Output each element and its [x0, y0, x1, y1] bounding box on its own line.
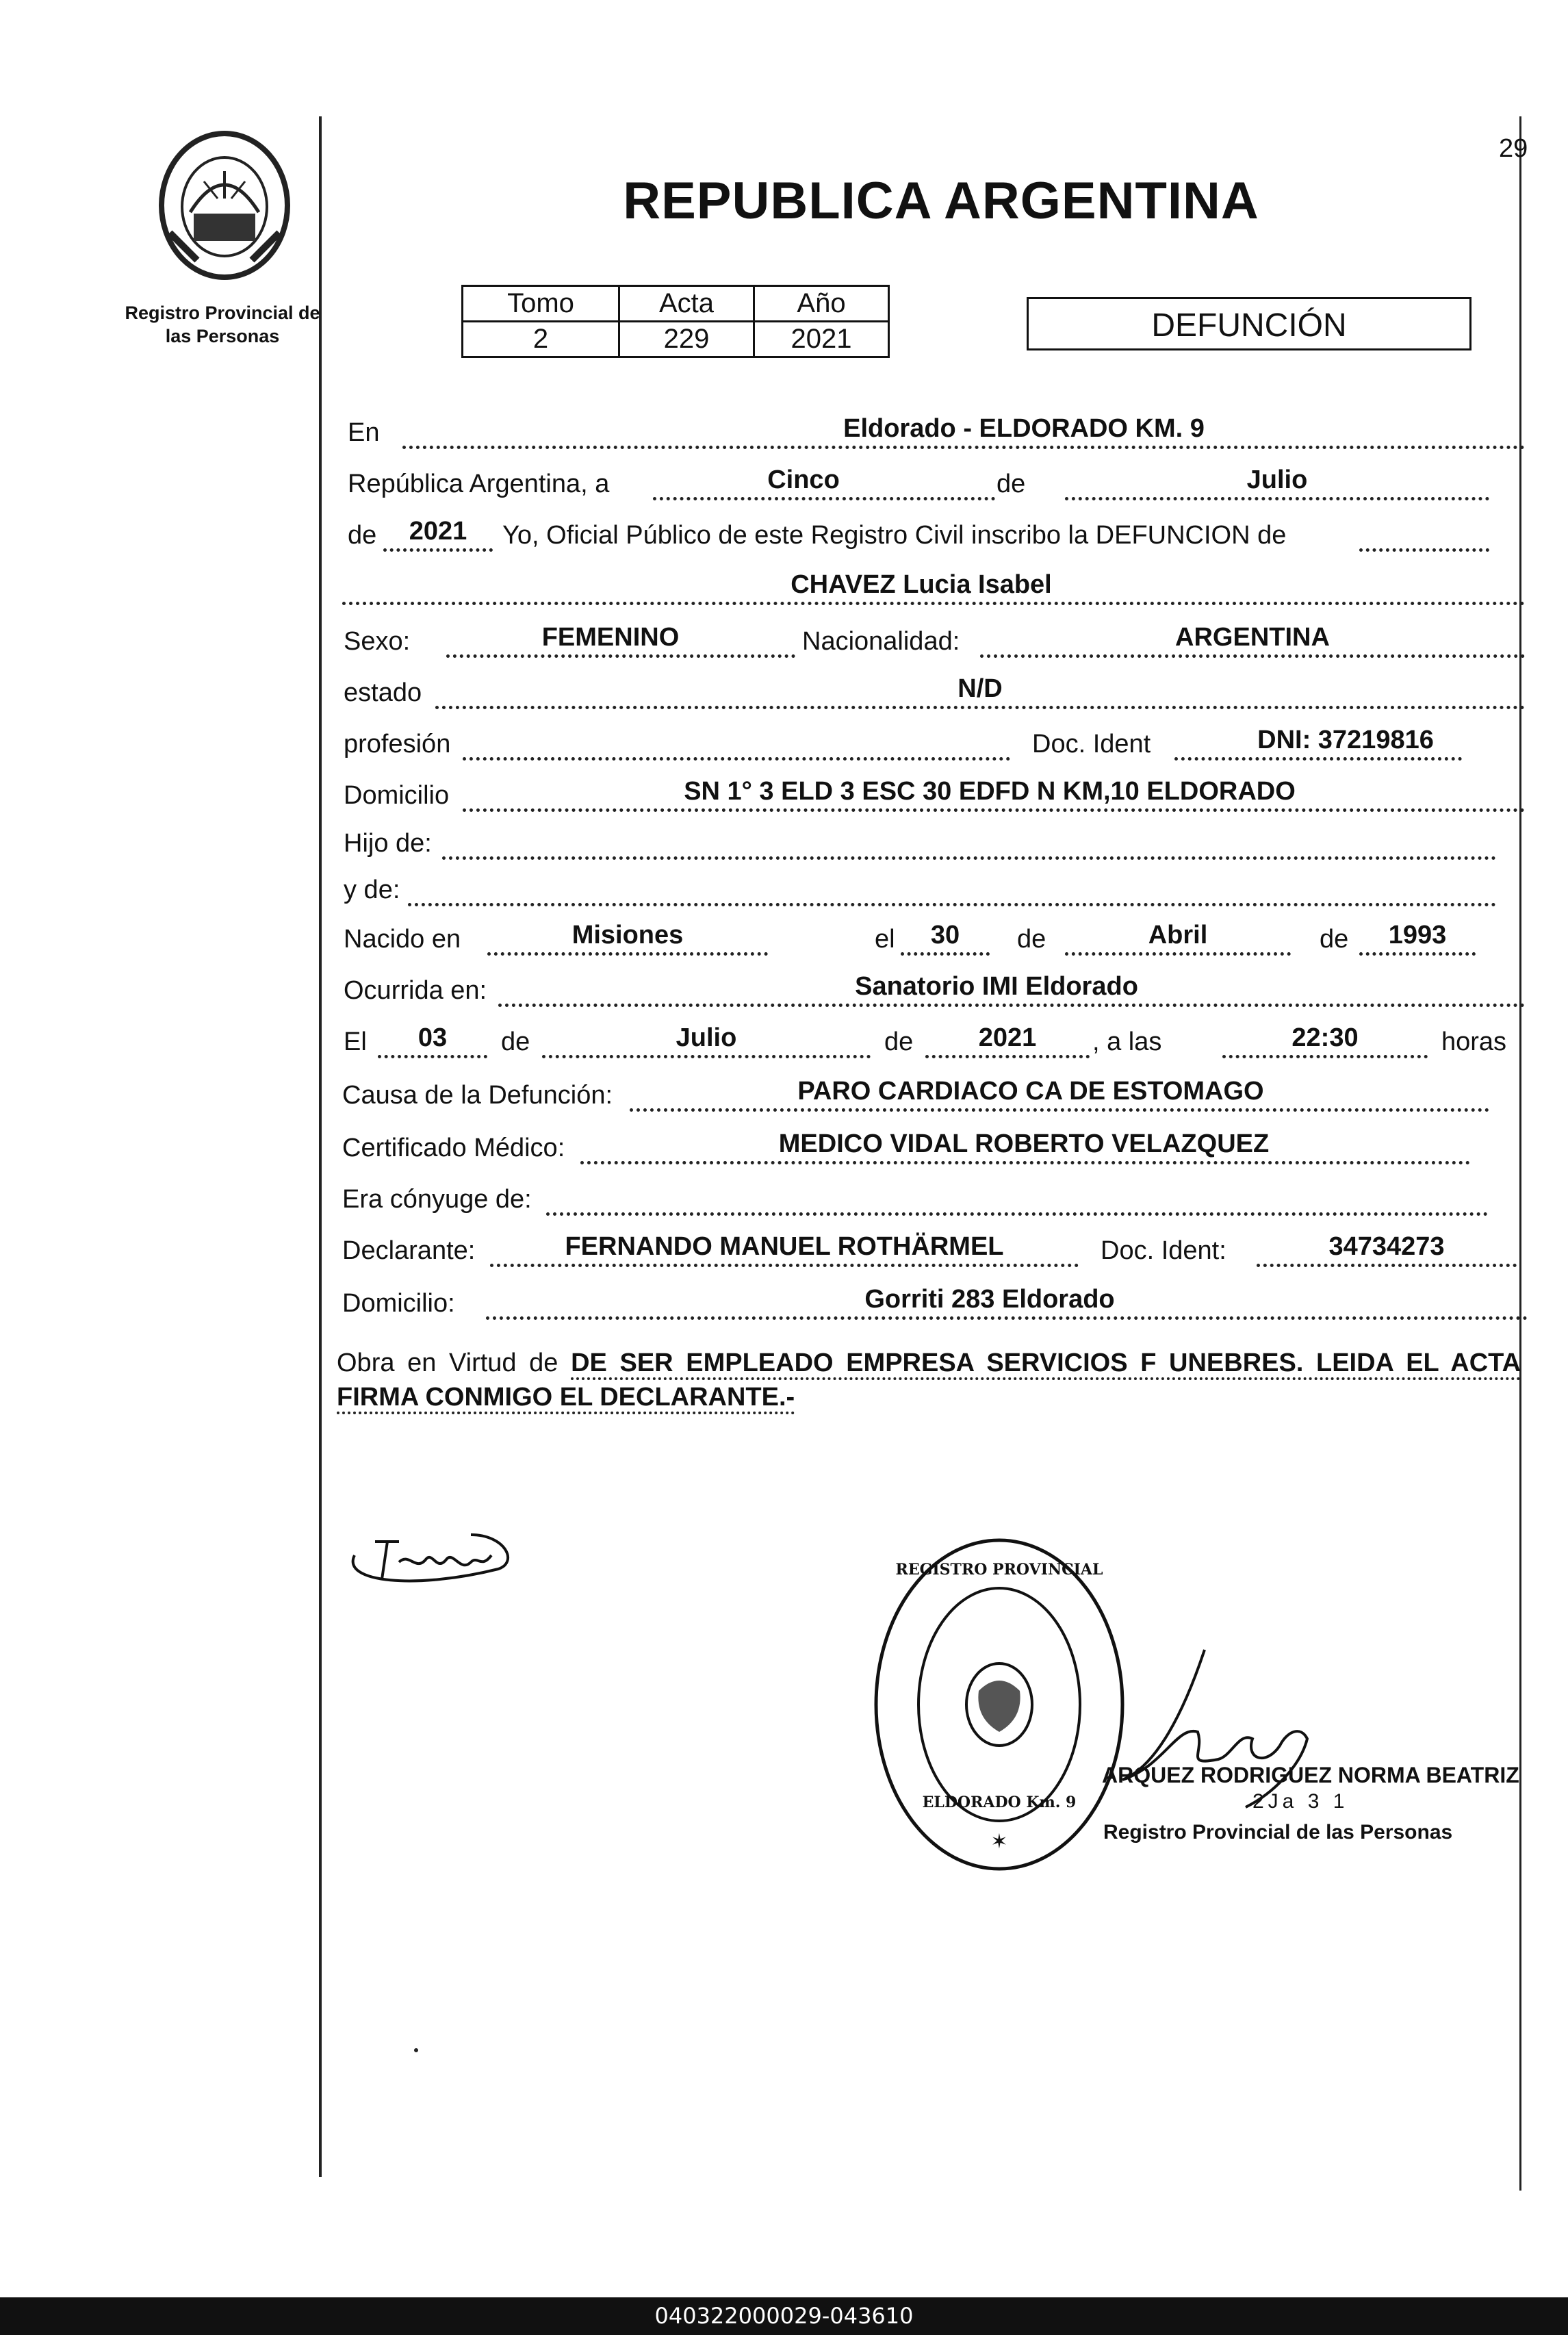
dotted-line	[378, 1055, 487, 1058]
row-place	[339, 411, 1530, 453]
row-civil-status	[339, 671, 1530, 713]
dotted-line	[463, 808, 1525, 812]
row-sex-nationality	[339, 620, 1530, 662]
acta-header-row	[463, 286, 889, 322]
row-birth	[339, 917, 1530, 960]
place-value: Eldorado - ELDORADO KM. 9	[843, 414, 1205, 443]
anio-value: 2021	[754, 322, 889, 357]
official-initials: 2Ja 3 1	[1252, 1790, 1349, 1813]
row-year	[339, 513, 1530, 556]
dotted-line	[442, 856, 1496, 860]
dotted-line	[1174, 757, 1462, 761]
sexo-label: Sexo:	[344, 627, 411, 656]
acta-value-row	[463, 322, 889, 357]
dotted-line	[653, 497, 995, 500]
nacido-lugar-value: Misiones	[571, 921, 684, 949]
deceased-name-value: CHAVEZ Lucia Isabel	[791, 570, 1052, 599]
document-title: REPUBLICA ARGENTINA	[623, 172, 1259, 230]
tomo-header: Tomo	[463, 286, 619, 322]
de-label: de	[1017, 925, 1046, 954]
acta-table	[461, 285, 890, 358]
obra-paragraph	[337, 1346, 1521, 1414]
ocurrida-value: Sanatorio IMI Eldorado	[855, 972, 1138, 1001]
obra-prefix: Obra en Virtud de	[337, 1349, 558, 1377]
row-address	[339, 774, 1530, 816]
dotted-line	[1065, 497, 1489, 500]
obra-text: DE SER EMPLEADO EMPRESA SERVICIOS F UNEBRES. LEIDA EL ACTA FIRMA CONMIGO EL DECLARANTE.-	[337, 1349, 1521, 1414]
dotted-line	[498, 1004, 1525, 1007]
dotted-line	[542, 1055, 871, 1058]
conyuge-label: Era cónyuge de:	[342, 1185, 532, 1214]
de-label: de	[501, 1028, 530, 1056]
estado-value: N/D	[957, 674, 1003, 703]
row-death-date	[339, 1020, 1530, 1062]
dotted-line	[463, 757, 1010, 761]
doc-ident-label: Doc. Ident	[1032, 730, 1151, 758]
declarante-doc-label: Doc. Ident:	[1101, 1236, 1226, 1265]
el-label: el	[875, 925, 895, 954]
domicilio-value: SN 1° 3 ELD 3 ESC 30 EDFD N KM,10 ELDORADO	[684, 777, 1296, 806]
ocurrida-label: Ocurrida en:	[344, 976, 487, 1005]
dotted-line	[580, 1161, 1470, 1164]
svg-text:✶: ✶	[990, 1830, 1008, 1854]
domicilio2-label: Domicilio:	[342, 1289, 455, 1318]
row-child-of	[339, 821, 1530, 864]
de-label: de	[1320, 925, 1349, 954]
profesion-label: profesión	[344, 730, 451, 758]
dotted-line	[1359, 952, 1476, 956]
official-name: ARQUEZ RODRIGUEZ NORMA BEATRIZ	[1102, 1763, 1519, 1787]
left-margin-line	[319, 116, 322, 2177]
tomo-value: 2	[463, 322, 619, 357]
el-label: El	[344, 1028, 367, 1056]
row-cause	[339, 1073, 1530, 1116]
dotted-line	[1065, 952, 1291, 956]
dotted-line	[901, 952, 990, 956]
province-seal-logo	[156, 130, 293, 281]
declarante-value: FERNANDO MANUEL ROTHÄRMEL	[565, 1232, 1004, 1261]
nacionalidad-value: ARGENTINA	[1175, 623, 1330, 652]
dotted-line	[980, 654, 1525, 658]
svg-text:REGISTRO PROVINCIAL: REGISTRO PROVINCIAL	[895, 1561, 1103, 1579]
document-type-box: DEFUNCIÓN	[1027, 297, 1471, 350]
document-id-footer: 040322000029-043610	[0, 2297, 1568, 2335]
declarant-signature	[334, 1514, 519, 1596]
hora-value: 22:30	[1291, 1023, 1359, 1052]
row-date-words	[339, 462, 1530, 505]
svg-text:ELDORADO Km. 9: ELDORADO Km. 9	[922, 1794, 1077, 1811]
muerte-mes-value: Julio	[676, 1023, 737, 1052]
dotted-line	[383, 548, 493, 552]
dotted-line	[1359, 548, 1489, 552]
dotted-line	[487, 952, 768, 956]
muerte-anio-value: 2021	[978, 1023, 1037, 1052]
de-label: de	[884, 1028, 914, 1056]
certificado-value: MEDICO VIDAL ROBERTO VELAZQUEZ	[778, 1130, 1270, 1158]
page-number: 29	[1499, 134, 1528, 163]
nacido-anio-value: 1993	[1388, 921, 1447, 949]
de-label: de	[997, 470, 1026, 498]
row-declarant-address	[339, 1281, 1530, 1324]
certificado-label: Certificado Médico:	[342, 1134, 565, 1162]
dotted-line	[630, 1108, 1489, 1112]
official-office: Registro Provincial de las Personas	[1103, 1821, 1453, 1843]
domicilio2-value: Gorriti 283 Eldorado	[864, 1285, 1115, 1314]
nacionalidad-label: Nacionalidad:	[802, 627, 960, 656]
causa-label: Causa de la Defunción:	[342, 1081, 613, 1110]
doc-ident-value: DNI: 37219816	[1257, 726, 1434, 754]
office-name: Registro Provincial de las Personas	[125, 303, 320, 346]
sexo-value: FEMENINO	[541, 623, 680, 652]
dotted-line	[925, 1055, 1090, 1058]
causa-value: PARO CARDIACO CA DE ESTOMAGO	[797, 1077, 1264, 1106]
dotted-line	[402, 446, 1525, 449]
stray-dot	[414, 2048, 418, 2052]
dotted-line	[546, 1212, 1488, 1216]
hijo-label: Hijo de:	[344, 829, 432, 858]
domicilio-label: Domicilio	[344, 781, 450, 810]
acta-header: Acta	[619, 286, 754, 322]
row-declarant	[339, 1229, 1530, 1271]
dotted-line	[342, 602, 1525, 605]
nacido-dia-value: 30	[930, 921, 960, 949]
row-spouse	[339, 1177, 1530, 1220]
horas-label: horas	[1441, 1028, 1507, 1056]
row-certificate	[339, 1126, 1530, 1169]
dotted-line	[446, 654, 795, 658]
alas-label: , a las	[1092, 1028, 1162, 1056]
anio-header: Año	[754, 286, 889, 322]
estado-label: estado	[344, 678, 422, 707]
inscribo-text: Yo, Oficial Público de este Registro Civil inscribo la DEFUNCION de	[502, 521, 1287, 550]
muerte-dia-value: 03	[417, 1023, 448, 1052]
de-label: de	[348, 521, 377, 550]
dotted-line	[1257, 1264, 1517, 1267]
row-occurred	[339, 969, 1530, 1011]
day-words-value: Cinco	[767, 465, 840, 494]
row-and-of	[339, 868, 1530, 910]
dotted-line	[1222, 1055, 1428, 1058]
nacido-label: Nacido en	[344, 925, 461, 954]
year-value: 2021	[409, 517, 467, 546]
month-value: Julio	[1246, 465, 1308, 494]
dotted-line	[490, 1264, 1079, 1267]
nacido-mes-value: Abril	[1148, 921, 1208, 949]
en-label: En	[348, 418, 380, 447]
dotted-line	[435, 706, 1525, 709]
row-deceased-name	[339, 567, 1530, 609]
declarante-label: Declarante:	[342, 1236, 476, 1265]
yde-label: y de:	[344, 876, 400, 904]
row-profession-id	[339, 722, 1530, 765]
dotted-line	[408, 903, 1496, 906]
dotted-line	[486, 1316, 1528, 1320]
republica-label: República Argentina, a	[348, 470, 610, 498]
declarante-doc-value: 34734273	[1328, 1232, 1445, 1261]
acta-value: 229	[619, 322, 754, 357]
